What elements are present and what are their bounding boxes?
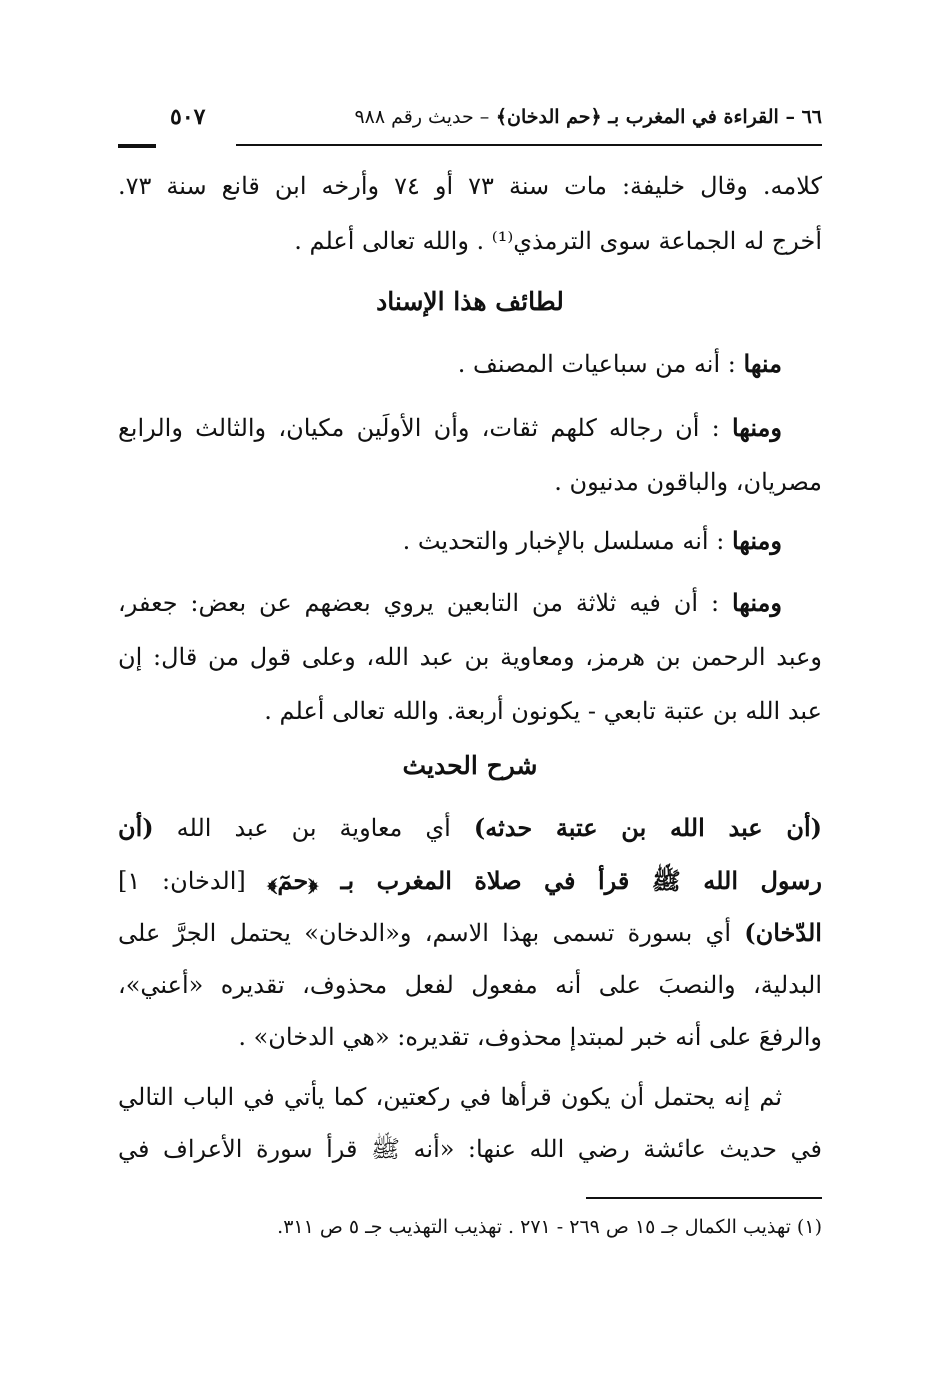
line-text: : أنه مسلسل بالإخبار والتحديث . <box>402 527 725 555</box>
text-line-7 <box>118 578 822 628</box>
chapter-title: القراءة في المغرب بـ ﴿حم الدخان﴾ <box>495 106 779 128</box>
quoted-text: الدّخان) <box>744 918 822 947</box>
text-line-13: البدلية، والنصبَ على أنه مفعول لفعل محذوف، تقديره «أعني»، <box>118 971 822 999</box>
line-text: : أن رجاله كلهم ثقات، وأن الأولَين مكيان، والثالث والرابع <box>118 414 720 442</box>
running-header <box>118 100 822 140</box>
text-line-9: عبد الله بن عتبة تابعي - يكونون أربعة. والله تعالى أعلم . <box>264 697 822 725</box>
line-lead: ومنها <box>731 413 782 442</box>
text-line-6 <box>118 516 822 566</box>
hadith-number: – حديث رقم ٩٨٨ <box>354 106 490 128</box>
section-heading-isnad: لطائف هذا الإسناد <box>376 287 564 316</box>
chapter-number: ٦٦ <box>801 106 822 128</box>
quoted-text: (أن عبد الله بن عتبة حدثه) <box>473 813 822 842</box>
quoted-text: (أن <box>118 813 154 842</box>
footnote-rule <box>586 1197 822 1199</box>
line-text: [الدخان: ١] <box>118 867 246 895</box>
text-line-15: ثم إنه يحتمل أن يكون قرأها في ركعتين، كما يأتي في الباب التالي <box>118 1083 782 1111</box>
text-line-2: أخرج له الجماعة سوى الترمذي⁽¹⁾ . والله تعالى أعلم . <box>294 227 822 255</box>
footnote: (١) تهذيب الكمال جـ ١٥ ص ٢٦٩ - ٢٧١ . تهذيب التهذيب جـ ٥ ص ٣١١. <box>277 1216 822 1238</box>
page-number-rule <box>118 144 156 148</box>
text-line-3 <box>118 339 822 389</box>
book-page <box>118 80 822 1310</box>
text-line-16: في حديث عائشة رضي الله عنها: «أنه ﷺ قرأ سورة الأعراف في <box>118 1135 822 1163</box>
text-line-5: مصريان، والباقون مدنيون . <box>554 468 822 496</box>
line-text: أي معاوية بن عبد الله <box>176 814 451 842</box>
text-line-11 <box>118 856 822 906</box>
text-line-12 <box>118 908 822 958</box>
line-lead: ومنها <box>731 588 782 617</box>
header-rule <box>236 144 822 146</box>
line-text: أي بسورة تسمى بهذا الاسم، و«الدخان» يحتمل الجرَّ على <box>118 919 732 947</box>
text-line-4 <box>118 403 822 453</box>
quoted-text: رسول الله ﷺ قرأ في صلاة المغرب بـ ﴿حمٓ﴾ <box>267 866 822 895</box>
section-heading-sharh: شرح الحديث <box>402 751 538 780</box>
text-line-8: وعبد الرحمن بن هرمز، ومعاوية بن عبد الله، وعلى قول من قال: إن <box>118 643 822 671</box>
page-number: ٥٠٧ <box>170 104 206 130</box>
text-line-14: والرفعَ على أنه خبر لمبتدإ محذوف، تقديره: «هي الدخان» . <box>238 1023 822 1051</box>
line-text: : أن فيه ثلاثة من التابعين يروي بعضهم عن بعض: جعفر، <box>118 589 720 617</box>
text-line-10 <box>118 803 822 853</box>
text-line-1: كلامه. وقال خليفة: مات سنة ٧٣ أو ٧٤ وأرخه ابن قانع سنة ٧٣. <box>118 172 822 200</box>
line-lead: ومنها <box>731 526 782 555</box>
line-lead: منها <box>743 349 782 378</box>
header-title: ٦٦ – القراءة في المغرب بـ ﴿حم الدخان﴾ – حديث رقم ٩٨٨ <box>354 106 822 128</box>
line-text: : أنه من سباعيات المصنف . <box>457 350 736 378</box>
